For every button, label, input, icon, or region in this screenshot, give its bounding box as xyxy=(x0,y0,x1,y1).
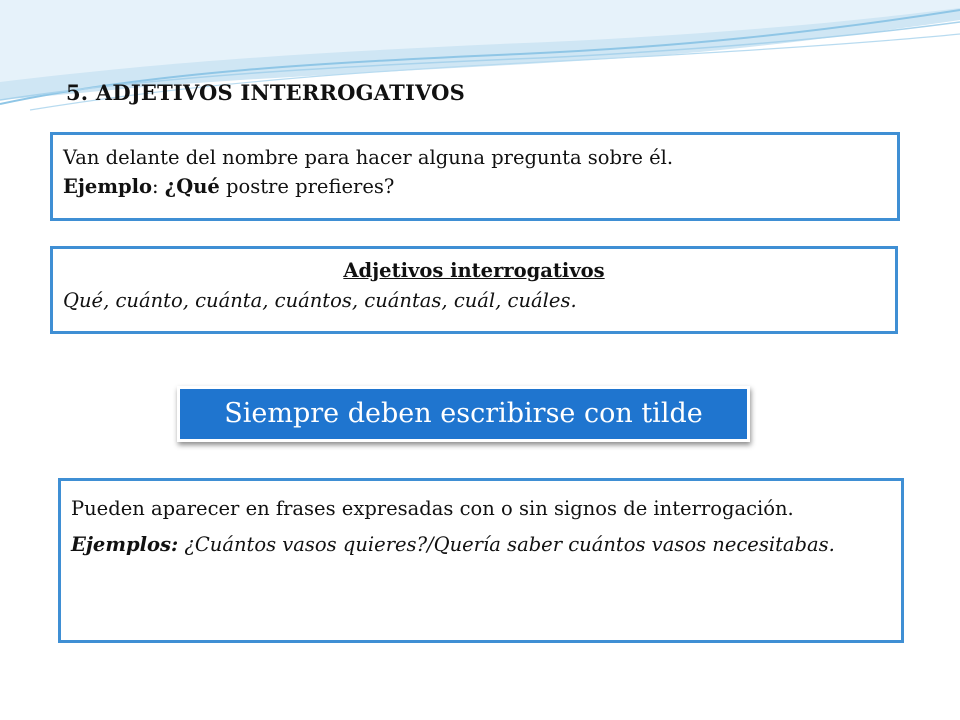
adjectives-list-box xyxy=(50,246,898,334)
example-label: Ejemplo xyxy=(63,175,153,198)
definition-box xyxy=(50,132,900,221)
slide-title: 5. ADJETIVOS INTERROGATIVOS xyxy=(66,80,465,105)
tilde-banner xyxy=(177,386,750,442)
decorative-wave-header xyxy=(0,0,960,130)
examples-text: ¿Cuántos vasos quieres?/Quería saber cuántos vasos necesitabas. xyxy=(178,533,835,556)
example-line xyxy=(63,172,887,201)
example-rest: postre prefieres? xyxy=(219,175,395,198)
example-separator: : xyxy=(152,175,165,198)
example-word: ¿Qué xyxy=(164,175,220,198)
examples-label: Ejemplos: xyxy=(71,533,179,556)
usage-box xyxy=(58,478,904,643)
definition-text: Van delante del nombre para hacer alguna pregunta sobre él. xyxy=(63,146,674,169)
adjectives-heading: Adjetivos interrogativos xyxy=(343,259,605,282)
tilde-banner-text: Siempre deben escribirse con tilde xyxy=(180,389,747,439)
usage-text: Pueden aparecer en frases expresadas con o sin signos de interrogación. xyxy=(71,497,794,520)
adjectives-list: Qué, cuánto, cuánta, cuántos, cuántas, cuál, cuáles. xyxy=(63,289,577,312)
